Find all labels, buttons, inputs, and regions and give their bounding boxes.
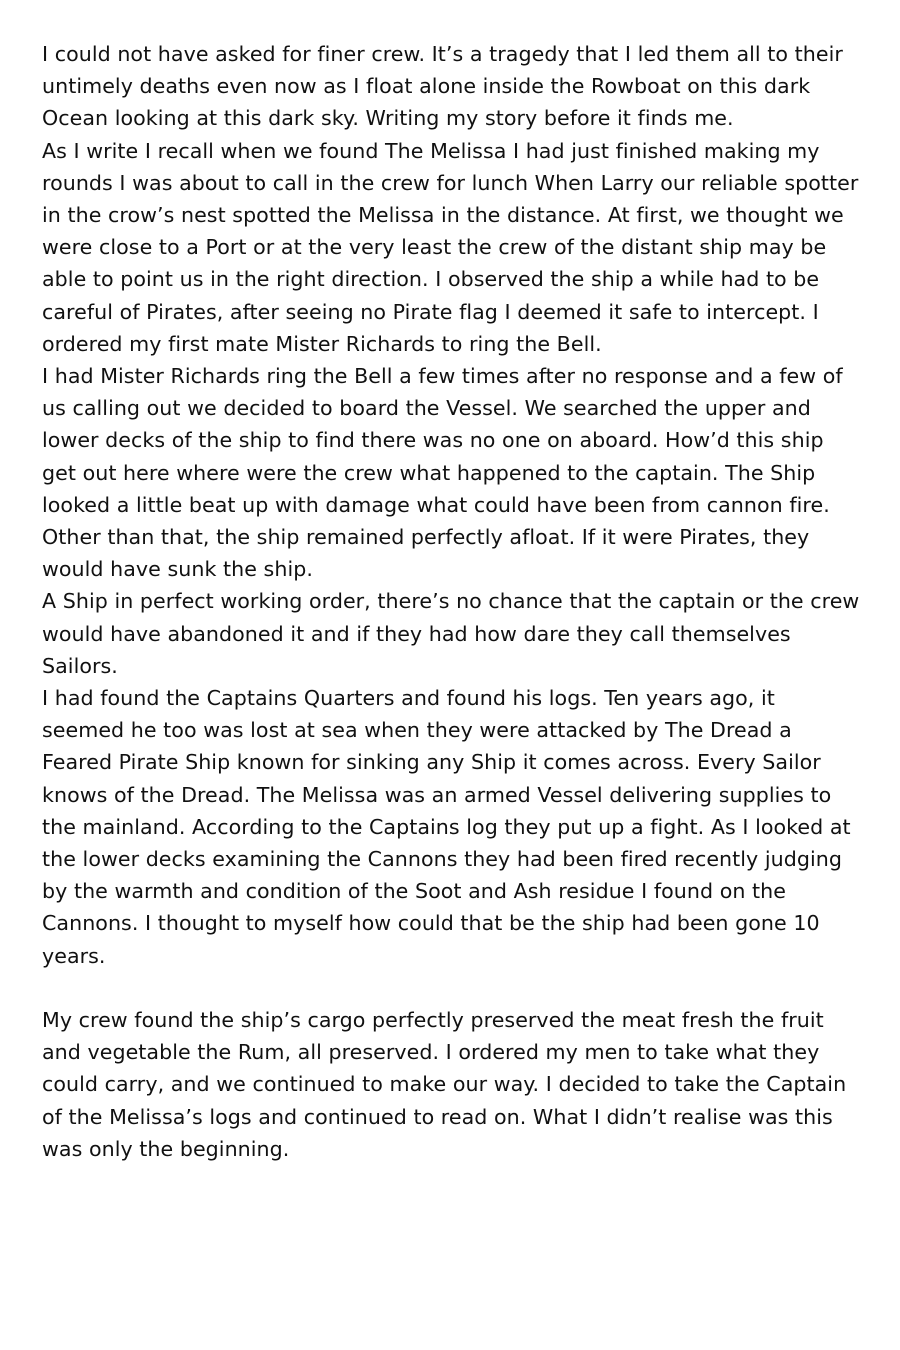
paragraph-ships-cargo: My crew found the ship’s cargo perfectly preserved the meat fresh the fruit and vegetable the Rum, all preserved. I ordered my men to take what they could carry, and we continued to make our way. I decided to take the Captain of the Melissa’s logs and continued to read on. What I didn’t realise was this was only the beginning. xyxy=(42,1008,847,1161)
paragraph-rowboat-opening: I could not have asked for finer crew. It’s a tragedy that I led them all to their untimely deaths even now as I float alone inside the Rowboat on this dark Ocean looking at this dark sky. Writing my story before it finds me. xyxy=(42,42,843,131)
paragraph-captains-quarters: I had found the Captains Quarters and found his logs. Ten years ago, it seemed he too was lost at sea when they were attacked by The Dread a Feared Pirate Ship known for sinking any Ship it comes across. Every Sailor knows of the Dread. The Melissa was an armed Vessel delivering supplies to the mainland. According to the Captains log they put up a fight. As I looked at the lower decks examining the Cannons they had been fired recently judging by the warmth and condition of the Soot and Ash residue I found on the Cannons. I thought to myself how could that be the ship had been gone 10 years. xyxy=(42,686,851,968)
paragraph-boarding-vessel: I had Mister Richards ring the Bell a few times after no response and a few of us calling out we decided to board the Vessel. We searched the upper and lower decks of the ship to find there was no one on aboard. How’d this ship get out here where were the crew what happened to the captain. The Ship looked a little beat up with damage what could have been from cannon fire. Other than that, the ship remained perfectly afloat. If it were Pirates, they would have sunk the ship. xyxy=(42,364,843,582)
paragraph-spacer xyxy=(42,972,860,1004)
paragraph-perfect-working-order: A Ship in perfect working order, there’s no chance that the captain or the crew would have abandoned it and if they had how dare they call themselves Sailors. xyxy=(42,589,860,678)
paragraph-finding-melissa: As I write I recall when we found The Melissa I had just finished making my rounds I was about to call in the crew for lunch When Larry our reliable spotter in the crow’s nest spotted the Melissa in the distance. At first, we thought we were close to a Port or at the very least the crew of the distant ship may be able to point us in the right direction. I observed the ship a while had to be careful of Pirates, after seeing no Pirate flag I deemed it safe to intercept. I ordered my first mate Mister Richards to ring the Bell. xyxy=(42,138,859,356)
